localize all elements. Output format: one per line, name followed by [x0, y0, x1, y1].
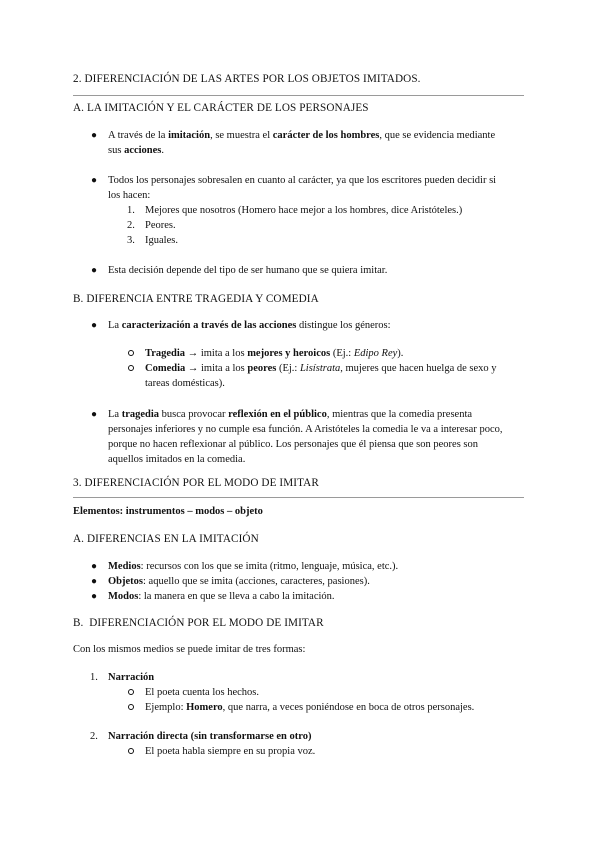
sub-item: Ejemplo: Homero, que narra, a veces poniéndose en boca de otros personajes. [145, 702, 475, 713]
bullet-icon: ● [91, 561, 98, 572]
sub-item: El poeta habla siempre en su propia voz. [145, 746, 316, 757]
bullet-icon: ● [91, 265, 98, 276]
section-3-title: 3. DIFERENCIACIÓN POR EL MODO DE IMITAR [73, 477, 319, 489]
comedy-item: Comedia → imita a los peores (Ej.: Lisístrata, mujeres que hacen huelga de sexo y tareas domésticas). [145, 363, 497, 389]
list-number: 1. [90, 672, 98, 683]
form-direct-title: Narración directa (sin transformarse en otro) [108, 731, 312, 742]
paragraph-characterization: La caracterización a través de las acciones distingue los géneros: [108, 320, 391, 331]
bullet-icon: ● [91, 409, 98, 420]
circle-bullet-icon [128, 748, 134, 754]
list-item: Modos: la manera en que se lleva a cabo la imitación. [108, 591, 335, 602]
list-item: Mejores que nosotros (Homero hace mejor a los hombres, dice Aristóteles.) [145, 205, 463, 216]
bullet-icon: ● [91, 130, 98, 141]
subsection-3b-title: B. DIFERENCIACIÓN POR EL MODO DE IMITAR [73, 617, 324, 629]
circle-bullet-icon [128, 689, 134, 695]
bullet-icon: ● [91, 576, 98, 587]
list-item: Iguales. [145, 235, 178, 246]
circle-bullet-icon [128, 350, 134, 356]
list-item: Objetos: aquello que se imita (acciones, caracteres, pasiones). [108, 576, 370, 587]
list-number: 1. [127, 205, 135, 216]
list-item: Medios: recursos con los que se imita (ritmo, lenguaje, música, etc.). [108, 561, 399, 572]
list-number: 2. [127, 220, 135, 231]
bullet-icon: ● [91, 175, 98, 186]
paragraph-decision: Esta decisión depende del tipo de ser humano que se quiera imitar. [108, 265, 388, 276]
paragraph-tragedy: La tragedia busca provocar reflexión en el público, mientras que la comedia presenta personajes inferiores y no cumple esa función. A Aristóteles la comedia le va a interesar poco, porque no hacen reflexionar al público. Los personajes que él piensa que son peores son aquellos imitados en la comedia. [108, 409, 503, 465]
section-2-rule [73, 95, 524, 96]
intro-text: Con los mismos medios se puede imitar de tres formas: [73, 644, 306, 655]
sub-item: El poeta cuenta los hechos. [145, 687, 260, 698]
circle-bullet-icon [128, 365, 134, 371]
elements-line: Elementos: instrumentos – modos – objeto [73, 506, 263, 517]
list-number: 3. [127, 235, 135, 246]
subsection-2a-title: A. LA IMITACIÓN Y EL CARÁCTER DE LOS PERSONAJES [73, 102, 369, 114]
bullet-icon: ● [91, 591, 98, 602]
paragraph-characters: Todos los personajes sobresalen en cuanto al carácter, ya que los escritores pueden decidir si los hacen: [108, 175, 497, 201]
paragraph-imitation: A través de la imitación, se muestra el carácter de los hombres, que se evidencia mediante sus acciones. [108, 130, 496, 156]
subsection-2b-title: B. DIFERENCIA ENTRE TRAGEDIA Y COMEDIA [73, 293, 319, 305]
subsection-3a-title: A. DIFERENCIAS EN LA IMITACIÓN [73, 533, 259, 545]
list-item: Peores. [145, 220, 176, 231]
list-number: 2. [90, 731, 98, 742]
form-narration-title: Narración [108, 672, 155, 683]
bullet-icon: ● [91, 320, 98, 331]
tragedy-item: Tragedia → imita a los mejores y heroicos (Ej.: Edipo Rey). [145, 348, 404, 359]
circle-bullet-icon [128, 704, 134, 710]
section-3-rule [73, 497, 524, 498]
section-2-title: 2. DIFERENCIACIÓN DE LAS ARTES POR LOS OBJETOS IMITADOS. [73, 73, 421, 85]
